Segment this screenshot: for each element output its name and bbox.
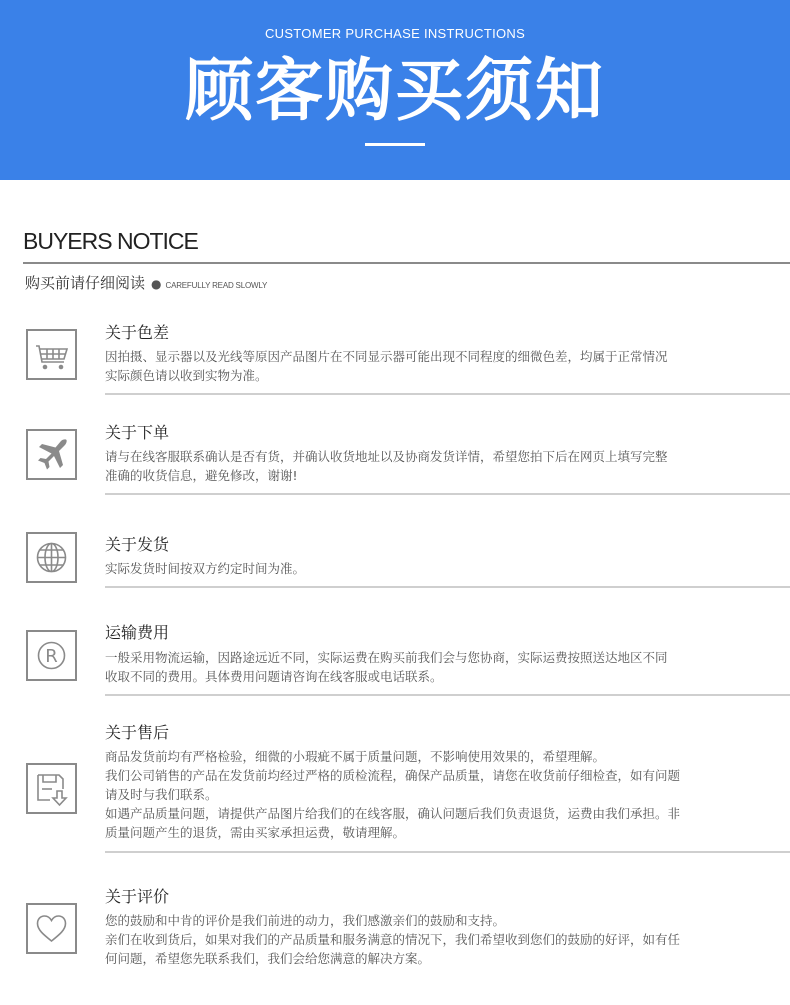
section-divider [105,694,790,696]
bullet-icon: ● [151,277,162,291]
section-body [105,559,745,578]
save-download-icon [26,763,77,814]
section-body [105,648,745,686]
airplane-icon [26,429,77,480]
section-divider [105,586,790,588]
read-reminder-en: CAREFULLY READ SLOWLY [165,281,268,290]
section-divider [105,851,790,853]
section-text-line: 如遇产品质量问题，请提供产品图片给我们的在线客服，确认问题后我们负责退货，运费由我们承担。非 [105,806,681,821]
banner-subtitle: CUSTOMER PURCHASE INSTRUCTIONS [264,26,526,41]
registered-icon [26,630,77,681]
notice-divider [23,262,790,264]
section-title: 关于下单 [105,423,170,442]
section-body [105,747,745,842]
banner-title: 顾客购买须知 [184,52,605,131]
heart-icon [26,903,77,954]
section-text-line: 请与在线客服联系确认是否有货，并确认收货地址以及协商发货详情，希望您拍下后在网页上填写完整 [105,449,668,464]
section-title: 关于色差 [105,323,170,342]
section-text-line: 收取不同的费用。具体费用问题请咨询在线客服或电话联系。 [105,669,443,684]
section-divider [105,393,790,395]
section-text-line: 实际颜色请以收到实物为准。 [105,368,268,383]
header-banner [0,0,790,180]
section-body [105,447,745,485]
section-text-line: 何问题，希望您先联系我们，我们会给您满意的解决方案。 [105,951,431,966]
section-body [105,911,745,968]
read-reminder [25,272,267,293]
section-title: 关于售后 [105,723,170,742]
section-text-line: 我们公司销售的产品在发货前均经过严格的质检流程，确保产品质量，请您在收货前仔细检查，如有问题 [105,768,681,783]
section-body [105,347,745,385]
section-divider [105,493,790,495]
read-reminder-cn: 购买前请仔细阅读 [25,274,146,292]
section-text-line: 实际发货时间按双方约定时间为准。 [105,561,306,576]
shopping-cart-icon [26,329,77,380]
section-title: 运输费用 [105,623,170,642]
section-text-line: 亲们在收到货后，如果对我们的产品质量和服务满意的情况下，我们希望收到您们的鼓励的好评，如有任 [105,932,681,947]
section-text-line: 质量问题产生的退货，需由买家承担运费，敬请理解。 [105,825,406,840]
section-text-line: 一般采用物流运输，因路途远近不同，实际运费在购买前我们会与您协商，实际运费按照送达地区不同 [105,650,668,665]
section-text-line: 因拍摄、显示器以及光线等原因产品图片在不同显示器可能出现不同程度的细微色差，均属于正常情况 [105,349,668,364]
section-title: 关于发货 [105,535,170,554]
banner-divider [365,143,425,146]
section-text-line: 商品发货前均有严格检验，细微的小瑕疵不属于质量问题，不影响使用效果的，希望理解。 [105,749,606,764]
section-text-line: 请及时与我们联系。 [105,787,218,802]
section-text-line: 您的鼓励和中肯的评价是我们前进的动力，我们感激亲们的鼓励和支持。 [105,913,506,928]
svg-text:R: R [45,646,58,667]
globe-icon [26,532,77,583]
section-text-line: 准确的收货信息，避免修改，谢谢! [105,468,298,483]
notice-heading: BUYERS NOTICE [23,228,198,254]
section-title: 关于评价 [105,887,170,906]
